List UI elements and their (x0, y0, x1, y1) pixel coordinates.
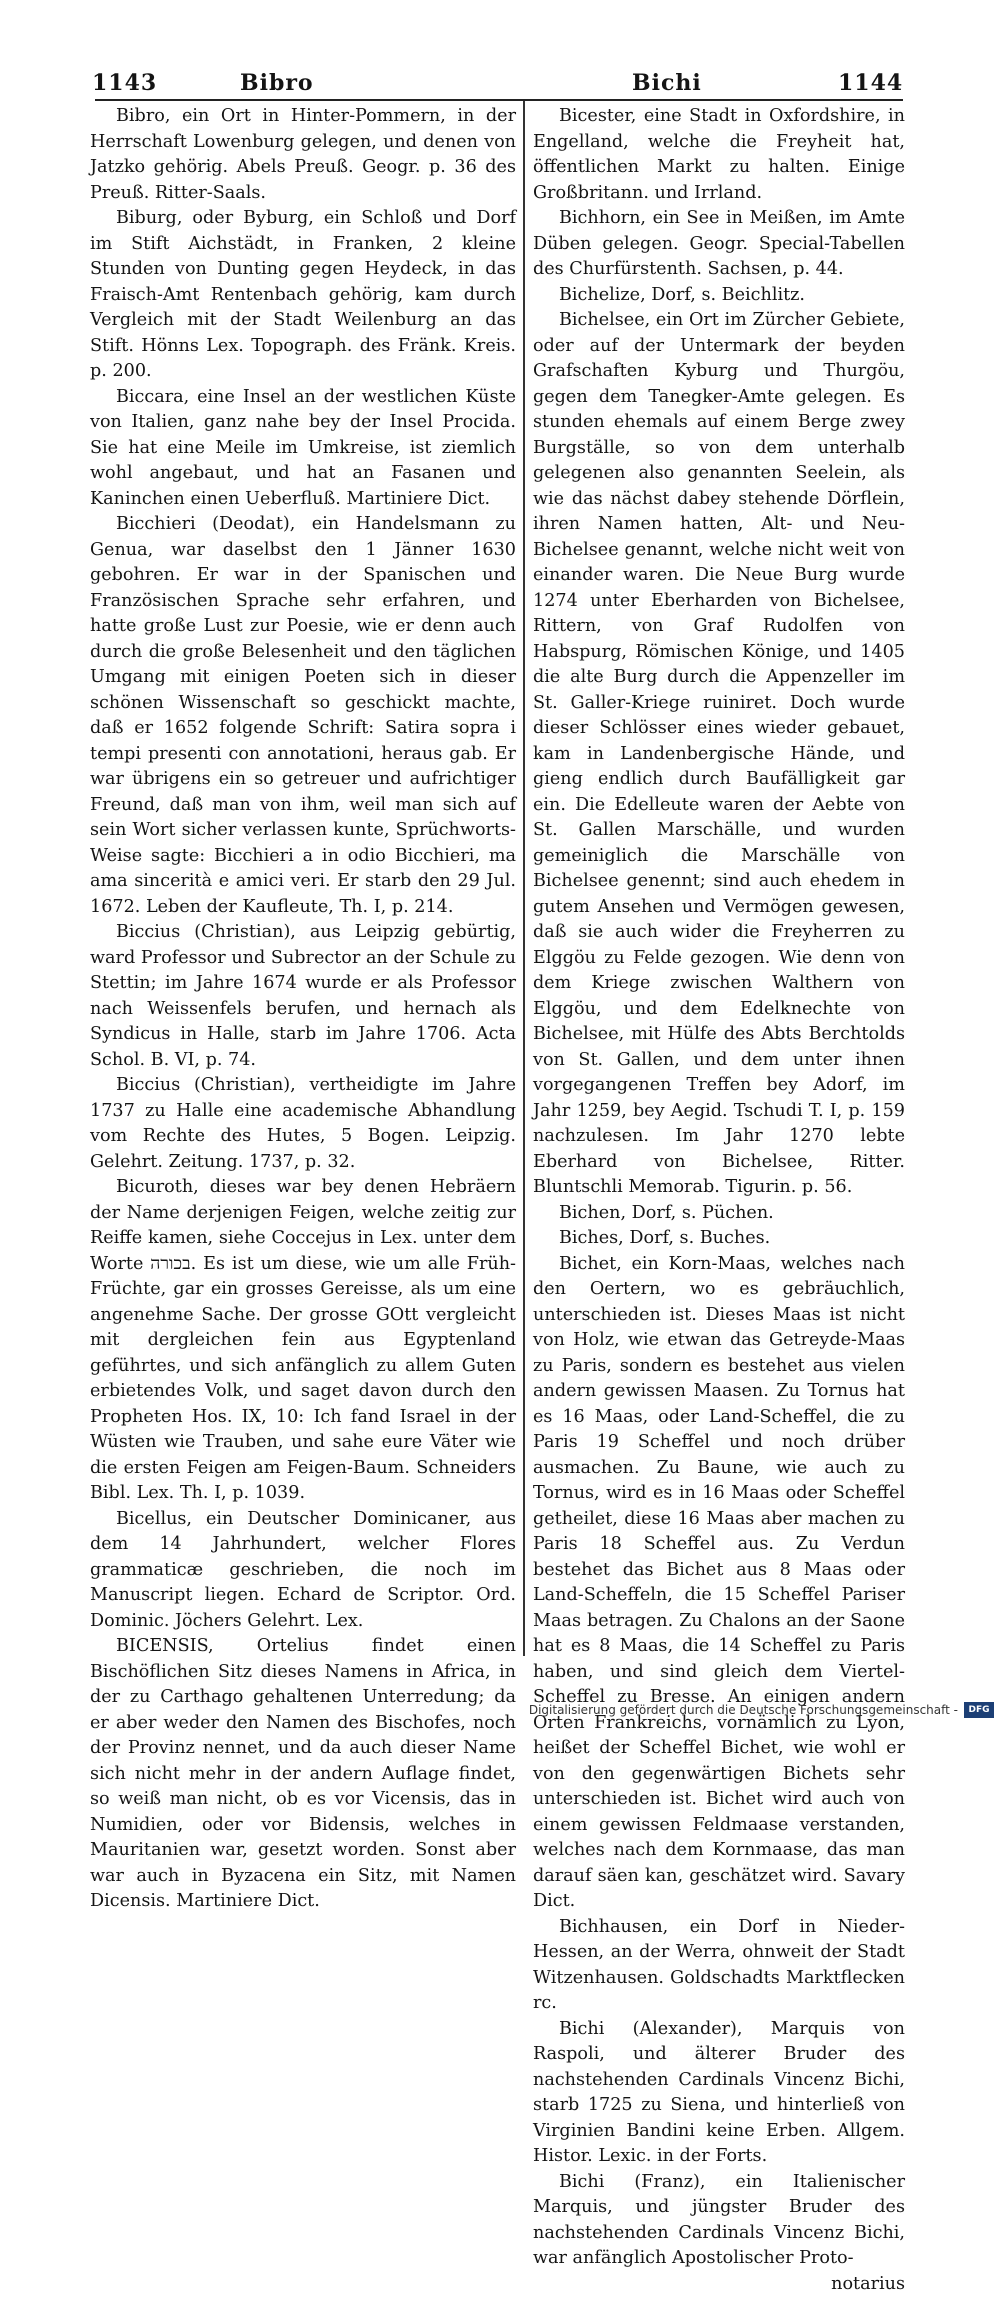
right-running-head: Bichi (632, 70, 702, 96)
digitization-footer (560, 1700, 998, 1722)
right-column (533, 104, 905, 2297)
entry-paragraph: Bichelsee, ein Ort im Zürcher Gebiete, oder auf der Untermark der beyden Grafschaften Kyburg und Thurgöu, gegen dem Tanegker-Amte gelegen. Es stunden ehemals auf einem Berge zwey Burgställe, so von dem unterhalb gelegenen also genannten Seelein, als wie das nächst dabey stehende Dörflein, ihren Namen hatten, Alt- und Neu-Bichelsee genannt, welche nicht weit von einander waren. Die Neue Burg wurde 1274 unter Eberharden von Bichelsee, Rittern, von Graf Rudolfen von Habspurg, Römischen Könige, und 1405 die alte Burg durch die Appenzeller im St. Galler-Kriege ruiniret. Doch wurde dieser Schlösser eines wieder gebauet, kam in Landenbergische Hände, und gieng endlich durch Baufälligkeit gar ein. Die Edelleute waren der Aebte von St. Gallen Marschälle, und wurden gemeiniglich die Marschälle von Bichelsee genennt; sind auch ehedem in gutem Ansehen und Vermögen gewesen, daß sie auch wider die Freyherren zu Elggöu zu Felde gezogen. Wie denn von dem Kriege zwischen Walthern von Elggöu, und dem Edelknechte von Bichelsee, mit Hülfe des Abts Berchtolds von St. Gallen, und dem unter ihnen vorgegangenen Treffen bey Adorf, im Jahr 1259, bey Aegid. Tschudi T. I, p. 159 nachzulesen. Im Jahr 1270 lebte Eberhard von Bichelsee, Ritter. Bluntschli Memorab. Tigurin. p. 56. (533, 308, 905, 1201)
entry-paragraph: Biccara, eine Insel an der westlichen Küste von Italien, ganz nahe bey der Insel Procida. Sie hat eine Meile im Umkreise, ist ziemlich wohl angebaut, und hat an Fasanen und Kaninchen einen Ueberfluß. Martiniere Dict. (90, 385, 516, 513)
entry-paragraph: Bicchieri (Deodat), ein Handelsmann zu Genua, war daselbst den 1 Jänner 1630 gebohren. Er war in der Spanischen und Französischen Sprache sehr erfahren, und hatte große Lust zur Poesie, wie er denn auch durch die große Belesenheit und den täglichen Umgang mit einigen Poeten sich in dieser schönen Wissenschaft so geschickt machte, daß er 1652 folgende Schrift: Satira sopra i tempi presenti con annotationi, heraus gab. Er war übrigens ein so getreuer und aufrichtiger Freund, daß man von ihm, weil man sich auf sein Wort sicher verlassen kunte, Sprüchworts-Weise sagte: Bicchieri a in odio Bicchieri, ma ama sincerità e amici veri. Er starb den 29 Jul. 1672. Leben der Kaufleute, Th. I, p. 214. (90, 512, 516, 920)
right-page-number: 1144 (838, 70, 903, 96)
entry-paragraph: Bichhausen, ein Dorf in Nieder-Hessen, an der Werra, ohnweit der Stadt Witzenhausen. Goldschadts Marktflecken rc. (533, 1915, 905, 2017)
left-column (90, 104, 516, 1915)
column-divider (523, 101, 525, 1656)
entry-paragraph: Biches, Dorf, s. Buches. (533, 1226, 905, 1252)
entry-paragraph: Bichi (Franz), ein Italienischer Marquis, und jüngster Bruder des nachstehenden Cardinals Vincenz Bichi, war anfänglich Apostolischer Proto- (533, 2170, 905, 2272)
footer-credit: Digitalisierung gefördert durch die Deutsche Forschungsgemeinschaft - (529, 1703, 958, 1717)
entry-paragraph: Bichen, Dorf, s. Püchen. (533, 1201, 905, 1227)
entry-paragraph: Biccius (Christian), aus Leipzig gebürtig, ward Professor und Subrector an der Schule zu Stettin; im Jahre 1674 wurde er als Professor nach Weissenfels berufen, und hernach als Syndicus in Halle, starb im Jahre 1706. Acta Schol. B. VI, p. 74. (90, 920, 516, 1073)
entry-paragraph: Bicester, eine Stadt in Oxfordshire, in Engelland, welche die Freyheit hat, öffentlichen Markt zu halten. Einige Großbritann. und Irrland. (533, 104, 905, 206)
left-page-number: 1143 (92, 70, 157, 96)
entry-paragraph: Biburg, oder Byburg, ein Schloß und Dorf im Stift Aichstädt, in Franken, 2 kleine Stunden von Dunting gegen Heydeck, in das Fraisch-Amt Rentenbach gehörig, kam durch Vergleich mit der Stadt Weilenburg an das Stift. Hönns Lex. Topograph. des Fränk. Kreis. p. 200. (90, 206, 516, 385)
entry-paragraph: BICENSIS, Ortelius findet einen Bischöflichen Sitz dieses Namens in Africa, in der zu Carthago gehaltenen Unterredung; da er aber weder den Namen des Bischofes, noch der Provinz nennet, und da auch dieser Name sich nicht mehr in der andern Auflage findet, so weiß man nicht, ob es vor Vicensis, das in Numidien, oder vor Bidensis, welches in Mauritanien war, gesetzt worden. Sonst aber war auch in Byzacena ein Sitz, mit Namen Dicensis. Martiniere Dict. (90, 1634, 516, 1915)
entry-paragraph: Bibro, ein Ort in Hinter-Pommern, in der Herrschaft Lowenburg gelegen, und denen von Jatzko gehörig. Abels Preuß. Geogr. p. 36 des Preuß. Ritter-Saals. (90, 104, 516, 206)
entry-paragraph: Bicuroth, dieses war bey denen Hebräern der Name derjenigen Feigen, welche zeitig zur Reiffe kamen, siehe Coccejus in Lex. unter dem Worte בכורה. Es ist um diese, wie um alle Früh-Früchte, gar ein grosses Gereisse, als um eine angenehme Sache. Der grosse GOtt vergleicht mit dergleichen fein aus Egyptenland geführtes, und sich anfänglich zu allem Guten erbietendes Volk, und saget davon durch den Propheten Hos. IX, 10: Ich fand Israel in der Wüsten wie Trauben, und sahe eure Väter wie die ersten Feigen am Feigen-Baum. Schneiders Bibl. Lex. Th. I, p. 1039. (90, 1175, 516, 1507)
dfg-logo-icon: DFG (964, 1702, 994, 1718)
entry-paragraph: Biccius (Christian), vertheidigte im Jahre 1737 zu Halle eine academische Abhandlung vom Rechte des Hutes, 5 Bogen. Leipzig. Gelehrt. Zeitung. 1737, p. 32. (90, 1073, 516, 1175)
header-rule (95, 99, 903, 101)
entry-paragraph: Bichi (Alexander), Marquis von Raspoli, und älterer Bruder des nachstehenden Cardinals Vincenz Bichi, starb 1725 zu Siena, und hinterließ von Virginien Bandini keine Erben. Allgem. Histor. Lexic. in der Forts. (533, 2017, 905, 2170)
entry-paragraph: Bichhorn, ein See in Meißen, im Amte Düben gelegen. Geogr. Special-Tabellen des Churfürstenth. Sachsen, p. 44. (533, 206, 905, 283)
entry-paragraph: Bichet, ein Korn-Maas, welches nach den Oertern, wo es gebräuchlich, unterschieden ist. Dieses Maas ist nicht von Holz, wie etwan das Getreyde-Maas zu Paris, sondern es bestehet aus vielen andern gewissen Maasen. Zu Tornus hat es 16 Maas, oder Land-Scheffel, die zu Paris 19 Scheffel und noch drüber ausmachen. Zu Baune, wie auch zu Tornus, wird es in 16 Maas oder Scheffel getheilet, diese 16 Maas aber machen zu Paris 18 Scheffel aus. Zu Verdun bestehet das Bichet aus 8 Maas oder Land-Scheffeln, die 15 Scheffel Pariser Maas betragen. Zu Chalons an der Saone hat es 8 Maas, die 14 Scheffel zu Paris haben, und sind gleich dem Viertel-Scheffel zu Bresse. An einigen andern Orten Frankreichs, vornämlich zu Lyon, heißet der Scheffel Bichet, wie wohl er von den gegenwärtigen Bichets sehr unterschieden ist. Bichet wird auch von einem gewissen Feldmaase verstanden, welches nach dem Kornmaase, das man darauf säen kan, geschätzet wird. Savary Dict. (533, 1252, 905, 1915)
catchword: notarius (533, 2272, 905, 2297)
left-running-head: Bibro (240, 70, 314, 96)
entry-paragraph: Bicellus, ein Deutscher Dominicaner, aus dem 14 Jahrhundert, welcher Flores grammaticæ geschrieben, die noch im Manuscript liegen. Echard de Scriptor. Ord. Dominic. Jöchers Gelehrt. Lex. (90, 1507, 516, 1635)
entry-paragraph: Bichelize, Dorf, s. Beichlitz. (533, 283, 905, 309)
